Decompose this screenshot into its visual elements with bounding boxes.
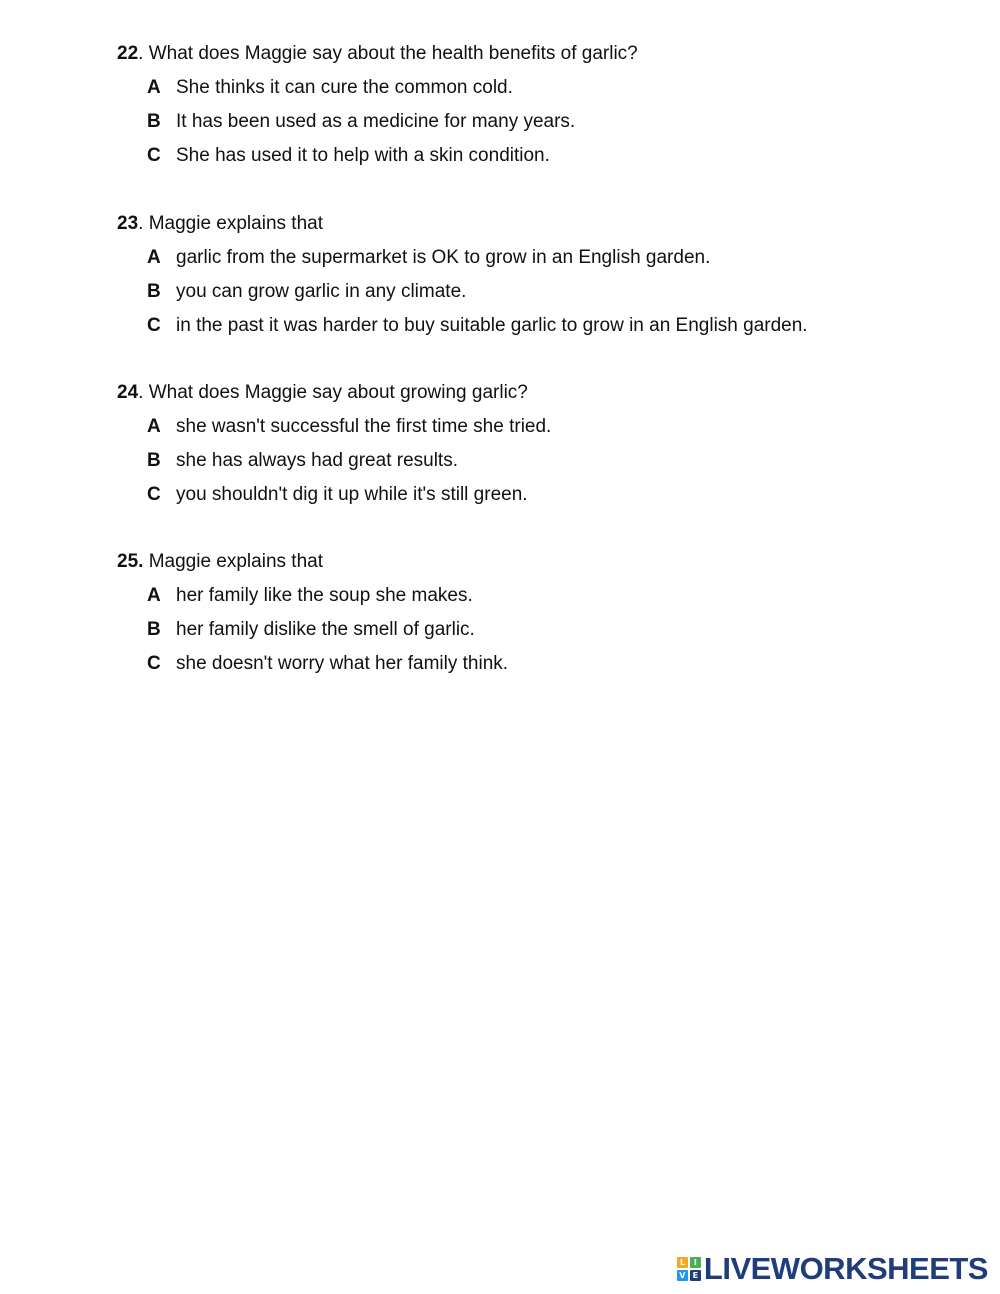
logo-grid-icon	[677, 1257, 701, 1281]
liveworksheets-logo	[677, 1252, 988, 1286]
option-letter: B	[147, 111, 161, 132]
option-c[interactable]	[117, 647, 917, 681]
option-b[interactable]	[117, 613, 917, 647]
question-stem	[117, 42, 917, 66]
question-stem	[117, 212, 917, 236]
option-c[interactable]	[117, 309, 917, 343]
question-prompt: Maggie explains that	[143, 551, 323, 572]
question-prompt: What does Maggie say about growing garlic?	[143, 382, 528, 403]
option-list	[117, 579, 917, 681]
option-a[interactable]	[117, 71, 917, 105]
question-24	[117, 381, 917, 512]
option-text: you can grow garlic in any climate.	[176, 281, 467, 302]
option-text: she doesn't worry what her family think.	[176, 653, 509, 674]
option-list	[117, 241, 917, 343]
question-22	[117, 42, 917, 173]
option-a[interactable]	[117, 241, 917, 275]
option-b[interactable]	[117, 444, 917, 478]
option-list	[117, 410, 917, 512]
option-letter: A	[147, 247, 161, 268]
option-text: She thinks it can cure the common cold.	[176, 77, 513, 98]
option-letter: B	[147, 281, 161, 302]
option-text: she wasn't successful the first time she tried.	[176, 416, 552, 437]
option-letter: C	[147, 653, 161, 674]
option-letter: B	[147, 450, 161, 471]
option-a[interactable]	[117, 410, 917, 444]
logo-tile: I	[690, 1257, 701, 1268]
question-number: 22	[117, 43, 139, 64]
option-letter: B	[147, 619, 161, 640]
logo-tile: L	[677, 1257, 688, 1268]
question-25	[117, 550, 917, 681]
question-stem	[117, 381, 917, 405]
brand-name: LIVEWORKSHEETS	[703, 1251, 988, 1286]
option-letter: C	[147, 484, 161, 505]
question-number: 25.	[117, 551, 144, 572]
option-letter: A	[147, 77, 161, 98]
option-letter: A	[147, 416, 161, 437]
question-prompt: What does Maggie say about the health benefits of garlic?	[143, 43, 638, 64]
question-23	[117, 212, 917, 343]
option-letter: C	[147, 145, 161, 166]
question-number-suffix: .	[138, 43, 144, 64]
option-text: her family dislike the smell of garlic.	[176, 619, 475, 640]
question-stem	[117, 550, 917, 574]
option-c[interactable]	[117, 478, 917, 512]
question-number-suffix: .	[138, 213, 144, 234]
question-number-suffix: .	[138, 382, 144, 403]
option-text: she has always had great results.	[176, 450, 458, 471]
option-text: her family like the soup she makes.	[176, 585, 473, 606]
option-text: garlic from the supermarket is OK to grow in an English garden.	[176, 247, 711, 268]
logo-tile: V	[677, 1270, 688, 1281]
question-number: 23	[117, 213, 139, 234]
option-text: She has used it to help with a skin condition.	[176, 145, 550, 166]
option-letter: C	[147, 315, 161, 336]
question-prompt: Maggie explains that	[143, 213, 323, 234]
option-text: you shouldn't dig it up while it's still green.	[176, 484, 528, 505]
option-b[interactable]	[117, 275, 917, 309]
option-b[interactable]	[117, 105, 917, 139]
option-list	[117, 71, 917, 173]
question-number: 24	[117, 382, 139, 403]
option-letter: A	[147, 585, 161, 606]
option-text: in the past it was harder to buy suitable garlic to grow in an English garden.	[176, 315, 808, 336]
logo-tile: E	[690, 1270, 701, 1281]
option-a[interactable]	[117, 579, 917, 613]
option-text: It has been used as a medicine for many years.	[176, 111, 576, 132]
option-c[interactable]	[117, 139, 917, 173]
